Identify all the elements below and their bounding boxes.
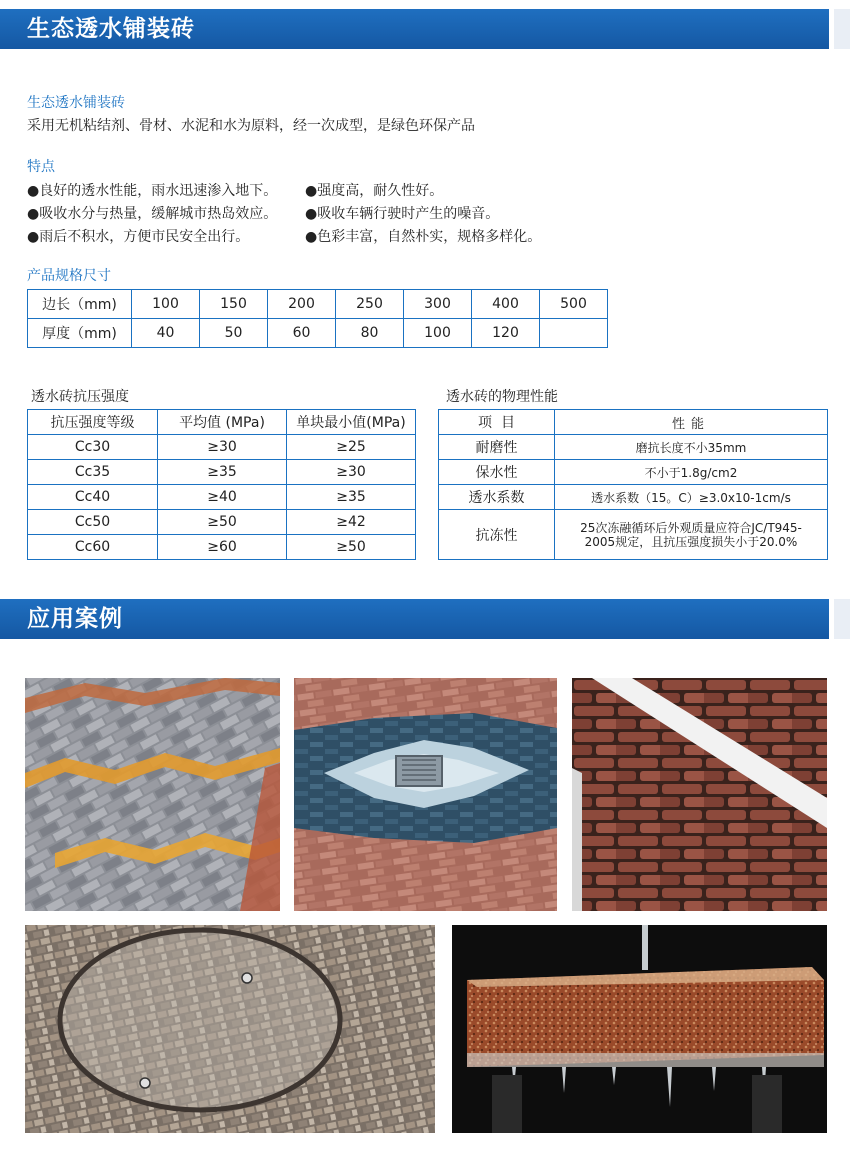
feature-item: ●良好的透水性能，雨水迅速渗入地下。: [27, 183, 278, 199]
features-list: [27, 180, 587, 249]
table-cell: 磨抗长度不小35mm: [555, 435, 828, 460]
frost-resistance-text: 25次冻融循环后外观质量应符合JC/T945-2005规定，且抗压强度损失小于20.0%: [580, 520, 802, 549]
table-cell: 透水系数: [439, 485, 555, 510]
spec-heading: 产品规格尺寸: [27, 268, 111, 284]
red-paver-image: [572, 678, 827, 911]
spec-cell: 60: [268, 319, 336, 348]
table-cell: ≥42: [287, 510, 416, 535]
spec-cell: 50: [200, 319, 268, 348]
case-photo-manhole: [25, 925, 435, 1133]
feature-item: ●吸收水分与热量，缓解城市热岛效应。: [27, 206, 278, 222]
spec-label: 厚度（mm): [28, 319, 132, 348]
section-banner-product: [0, 9, 850, 49]
table-cell: ≥50: [158, 510, 287, 535]
spec-cell: 120: [472, 319, 540, 348]
spec-cell: 100: [404, 319, 472, 348]
column-header: 性能: [555, 410, 828, 435]
features-heading: 特点: [27, 159, 55, 175]
table-cell: Cc30: [28, 435, 158, 460]
column-header: 单块最小值(MPa): [287, 410, 416, 435]
table-cell: ≥30: [287, 460, 416, 485]
table-row: [439, 435, 828, 460]
column-header: 抗压强度等级: [28, 410, 158, 435]
feature-item: ●雨后不积水，方便市民安全出行。: [27, 229, 250, 245]
table-row: [439, 460, 828, 485]
table-header-row: [28, 410, 416, 435]
section-banner-cases: [0, 599, 850, 639]
paver-pattern-image: [25, 678, 280, 911]
physical-heading: 透水砖的物理性能: [446, 389, 558, 405]
intro-heading: 生态透水铺装砖: [27, 95, 125, 111]
table-cell: [555, 510, 828, 560]
spec-cell: 40: [132, 319, 200, 348]
table-cell: 抗冻性: [439, 510, 555, 560]
table-row: [28, 460, 416, 485]
case-photo-herringbone: [25, 678, 280, 911]
banner-title: 生态透水铺装砖: [27, 16, 195, 42]
spec-cell: 150: [200, 290, 268, 319]
table-cell: ≥50: [287, 535, 416, 560]
spec-cell: 250: [336, 290, 404, 319]
table-row: [439, 485, 828, 510]
strength-heading: 透水砖抗压强度: [31, 389, 129, 405]
strength-table: [27, 409, 416, 560]
table-cell: 透水系数（15。C）≥3.0x10-1cm/s: [555, 485, 828, 510]
feature-item: ●强度高，耐久性好。: [305, 183, 444, 199]
spec-cell: [540, 319, 608, 348]
table-row: [28, 510, 416, 535]
table-cell: 不小于1.8g/cm2: [555, 460, 828, 485]
spec-cell: 500: [540, 290, 608, 319]
table-cell: ≥35: [158, 460, 287, 485]
table-cell: Cc60: [28, 535, 158, 560]
spec-cell: 80: [336, 319, 404, 348]
table-cell: ≥40: [158, 485, 287, 510]
spec-cell: 100: [132, 290, 200, 319]
column-header: 平均值 (MPa): [158, 410, 287, 435]
spec-table: [27, 289, 608, 348]
table-row: [439, 510, 828, 560]
water-brick-image: [452, 925, 827, 1133]
feature-item: ●吸收车辆行驶时产生的噪音。: [305, 206, 500, 222]
case-photo-red-pavers: [572, 678, 827, 911]
table-cell: ≥35: [287, 485, 416, 510]
table-cell: ≥25: [287, 435, 416, 460]
spec-cell: 400: [472, 290, 540, 319]
manhole-paver-image: [25, 925, 435, 1133]
banner-title: 应用案例: [27, 606, 123, 632]
spec-label: 边长（mm): [28, 290, 132, 319]
table-row: [28, 535, 416, 560]
table-cell: Cc50: [28, 510, 158, 535]
table-row: [28, 435, 416, 460]
table-row: [28, 319, 608, 348]
table-cell: 保水性: [439, 460, 555, 485]
case-photo-drain-pattern: [294, 678, 557, 911]
table-cell: ≥60: [158, 535, 287, 560]
table-row: [28, 290, 608, 319]
drain-paver-image: [294, 678, 557, 911]
intro-description: 采用无机粘结剂、骨材、水泥和水为原料，经一次成型，是绿色环保产品: [27, 118, 475, 134]
table-cell: Cc40: [28, 485, 158, 510]
table-cell: Cc35: [28, 460, 158, 485]
table-header-row: [439, 410, 828, 435]
table-cell: ≥30: [158, 435, 287, 460]
spec-cell: 300: [404, 290, 472, 319]
table-row: [28, 485, 416, 510]
physical-table: [438, 409, 828, 560]
column-header: 项 目: [439, 410, 555, 435]
spec-cell: 200: [268, 290, 336, 319]
case-photo-water-brick: [452, 925, 827, 1133]
table-cell: 耐磨性: [439, 435, 555, 460]
feature-item: ●色彩丰富，自然朴实，规格多样化。: [305, 229, 542, 245]
